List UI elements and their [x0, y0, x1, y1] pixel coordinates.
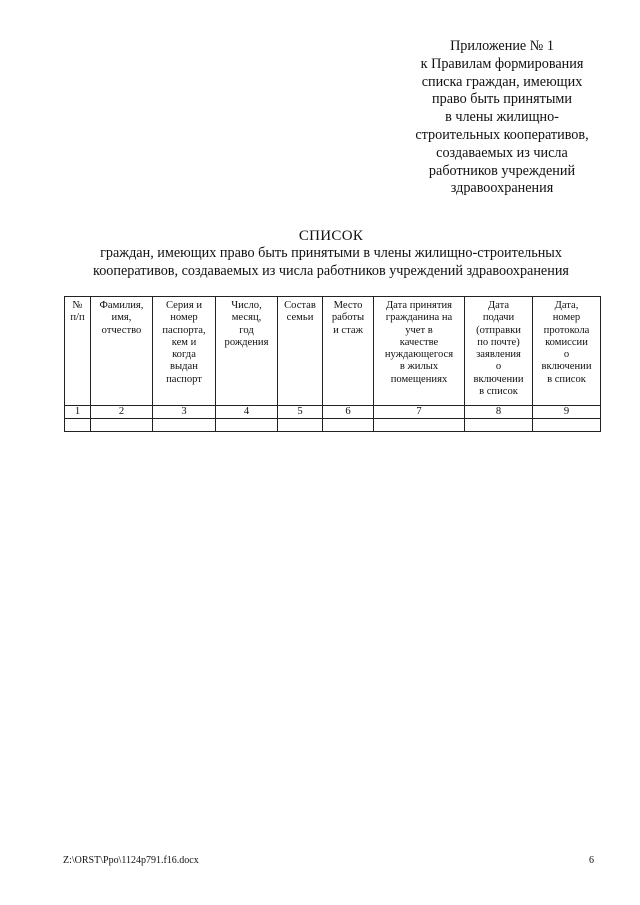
column-number: 2	[91, 406, 153, 419]
column-number: 5	[278, 406, 323, 419]
empty-cell	[216, 419, 278, 432]
header-text: Место	[333, 300, 363, 311]
header-text: по почте)	[477, 336, 520, 348]
column-number: 4	[216, 406, 278, 419]
empty-cell	[465, 419, 533, 432]
header-text: паспорт	[166, 373, 202, 385]
header-text: подачи	[482, 312, 515, 324]
header-text: №	[72, 300, 83, 311]
column-number-row	[65, 406, 601, 419]
header-text: о	[495, 361, 502, 373]
column-header-birth-date	[216, 297, 278, 406]
column-header-application-date	[465, 297, 533, 406]
header-text: Дата	[487, 300, 510, 311]
header-text: (отправки	[476, 324, 521, 336]
header-text: протокола	[543, 324, 590, 336]
column-header-protocol	[533, 297, 601, 406]
column-header-workplace	[323, 297, 374, 406]
header-text: год	[239, 324, 254, 336]
header-text: Серия и	[165, 300, 203, 311]
empty-cell	[65, 419, 91, 432]
header-text: в список	[547, 373, 586, 385]
header-text: п/п	[70, 312, 85, 324]
appendix-line: право быть принятыми	[432, 91, 572, 108]
column-number: 8	[465, 406, 533, 419]
empty-cell	[533, 419, 601, 432]
header-text: гражданина на	[385, 312, 453, 324]
header-text: в жилых	[399, 361, 439, 373]
empty-cell	[153, 419, 216, 432]
header-text: рождения	[224, 336, 269, 348]
page-number: 6	[589, 855, 594, 866]
column-header-registration-date	[374, 297, 465, 406]
column-header-full-name	[91, 297, 153, 406]
header-text: и стаж	[333, 324, 363, 336]
column-header-family	[278, 297, 323, 406]
header-text: имя,	[111, 312, 132, 324]
header-text: учет в	[405, 324, 433, 336]
empty-cell	[374, 419, 465, 432]
header-text: о	[563, 349, 570, 361]
appendix-line: здравоохранения	[450, 180, 554, 197]
appendix-block	[382, 38, 622, 198]
header-text: Фамилия,	[99, 300, 144, 311]
column-number: 7	[374, 406, 465, 419]
header-text: работы	[331, 312, 365, 324]
appendix-line: к Правилам формирования	[420, 55, 584, 72]
column-number: 6	[323, 406, 374, 419]
header-text: отчество	[101, 324, 142, 336]
empty-row	[65, 419, 601, 432]
header-text: Дата,	[554, 300, 579, 311]
header-text: месяц,	[231, 312, 262, 324]
header-text: Состав	[284, 300, 316, 311]
header-text: в список	[479, 386, 518, 398]
header-text: номер	[170, 312, 198, 324]
subtitle-line: кооперативов, создаваемых из числа работников учреждений здравоохранения	[93, 262, 569, 279]
document-title: СПИСОК	[298, 228, 364, 244]
header-text: когда	[172, 349, 196, 361]
empty-cell	[323, 419, 374, 432]
header-text: номер	[552, 312, 581, 324]
header-text: заявления	[476, 349, 521, 361]
empty-cell	[278, 419, 323, 432]
appendix-line: Приложение № 1	[450, 38, 554, 54]
empty-cell	[91, 419, 153, 432]
column-number: 1	[65, 406, 91, 419]
document-subtitle	[30, 245, 632, 281]
header-text: помещениях	[390, 373, 448, 385]
header-text: Дата принятия	[385, 300, 453, 311]
appendix-line: работников учреждений	[428, 162, 576, 179]
header-text: качестве	[399, 336, 439, 348]
header-text: паспорта,	[162, 324, 206, 336]
column-header-index	[65, 297, 91, 406]
appendix-line: строительных кооперативов,	[415, 126, 589, 143]
header-text: семьи	[286, 312, 314, 324]
column-header-passport	[153, 297, 216, 406]
header-text: комиссии	[545, 336, 588, 348]
column-number: 9	[533, 406, 601, 419]
subtitle-line: граждан, имеющих право быть принятыми в члены жилищно-строительных	[100, 245, 562, 261]
header-text: выдан	[170, 361, 198, 373]
appendix-line: в члены жилищно-	[445, 109, 559, 126]
appendix-line: создаваемых из числа	[436, 144, 568, 161]
table-header-row	[65, 297, 601, 406]
header-text: включении	[473, 373, 524, 385]
header-text: кем и	[171, 336, 197, 348]
header-text: включении	[541, 361, 592, 373]
appendix-line: списка граждан, имеющих	[421, 73, 583, 90]
footer-file-path: Z:\ORST\Ppo\1124p791.f16.docx	[63, 855, 199, 866]
header-text: нуждающегося	[384, 349, 454, 361]
citizens-list-table	[64, 296, 601, 432]
column-number: 3	[153, 406, 216, 419]
header-text: Число,	[231, 300, 262, 311]
